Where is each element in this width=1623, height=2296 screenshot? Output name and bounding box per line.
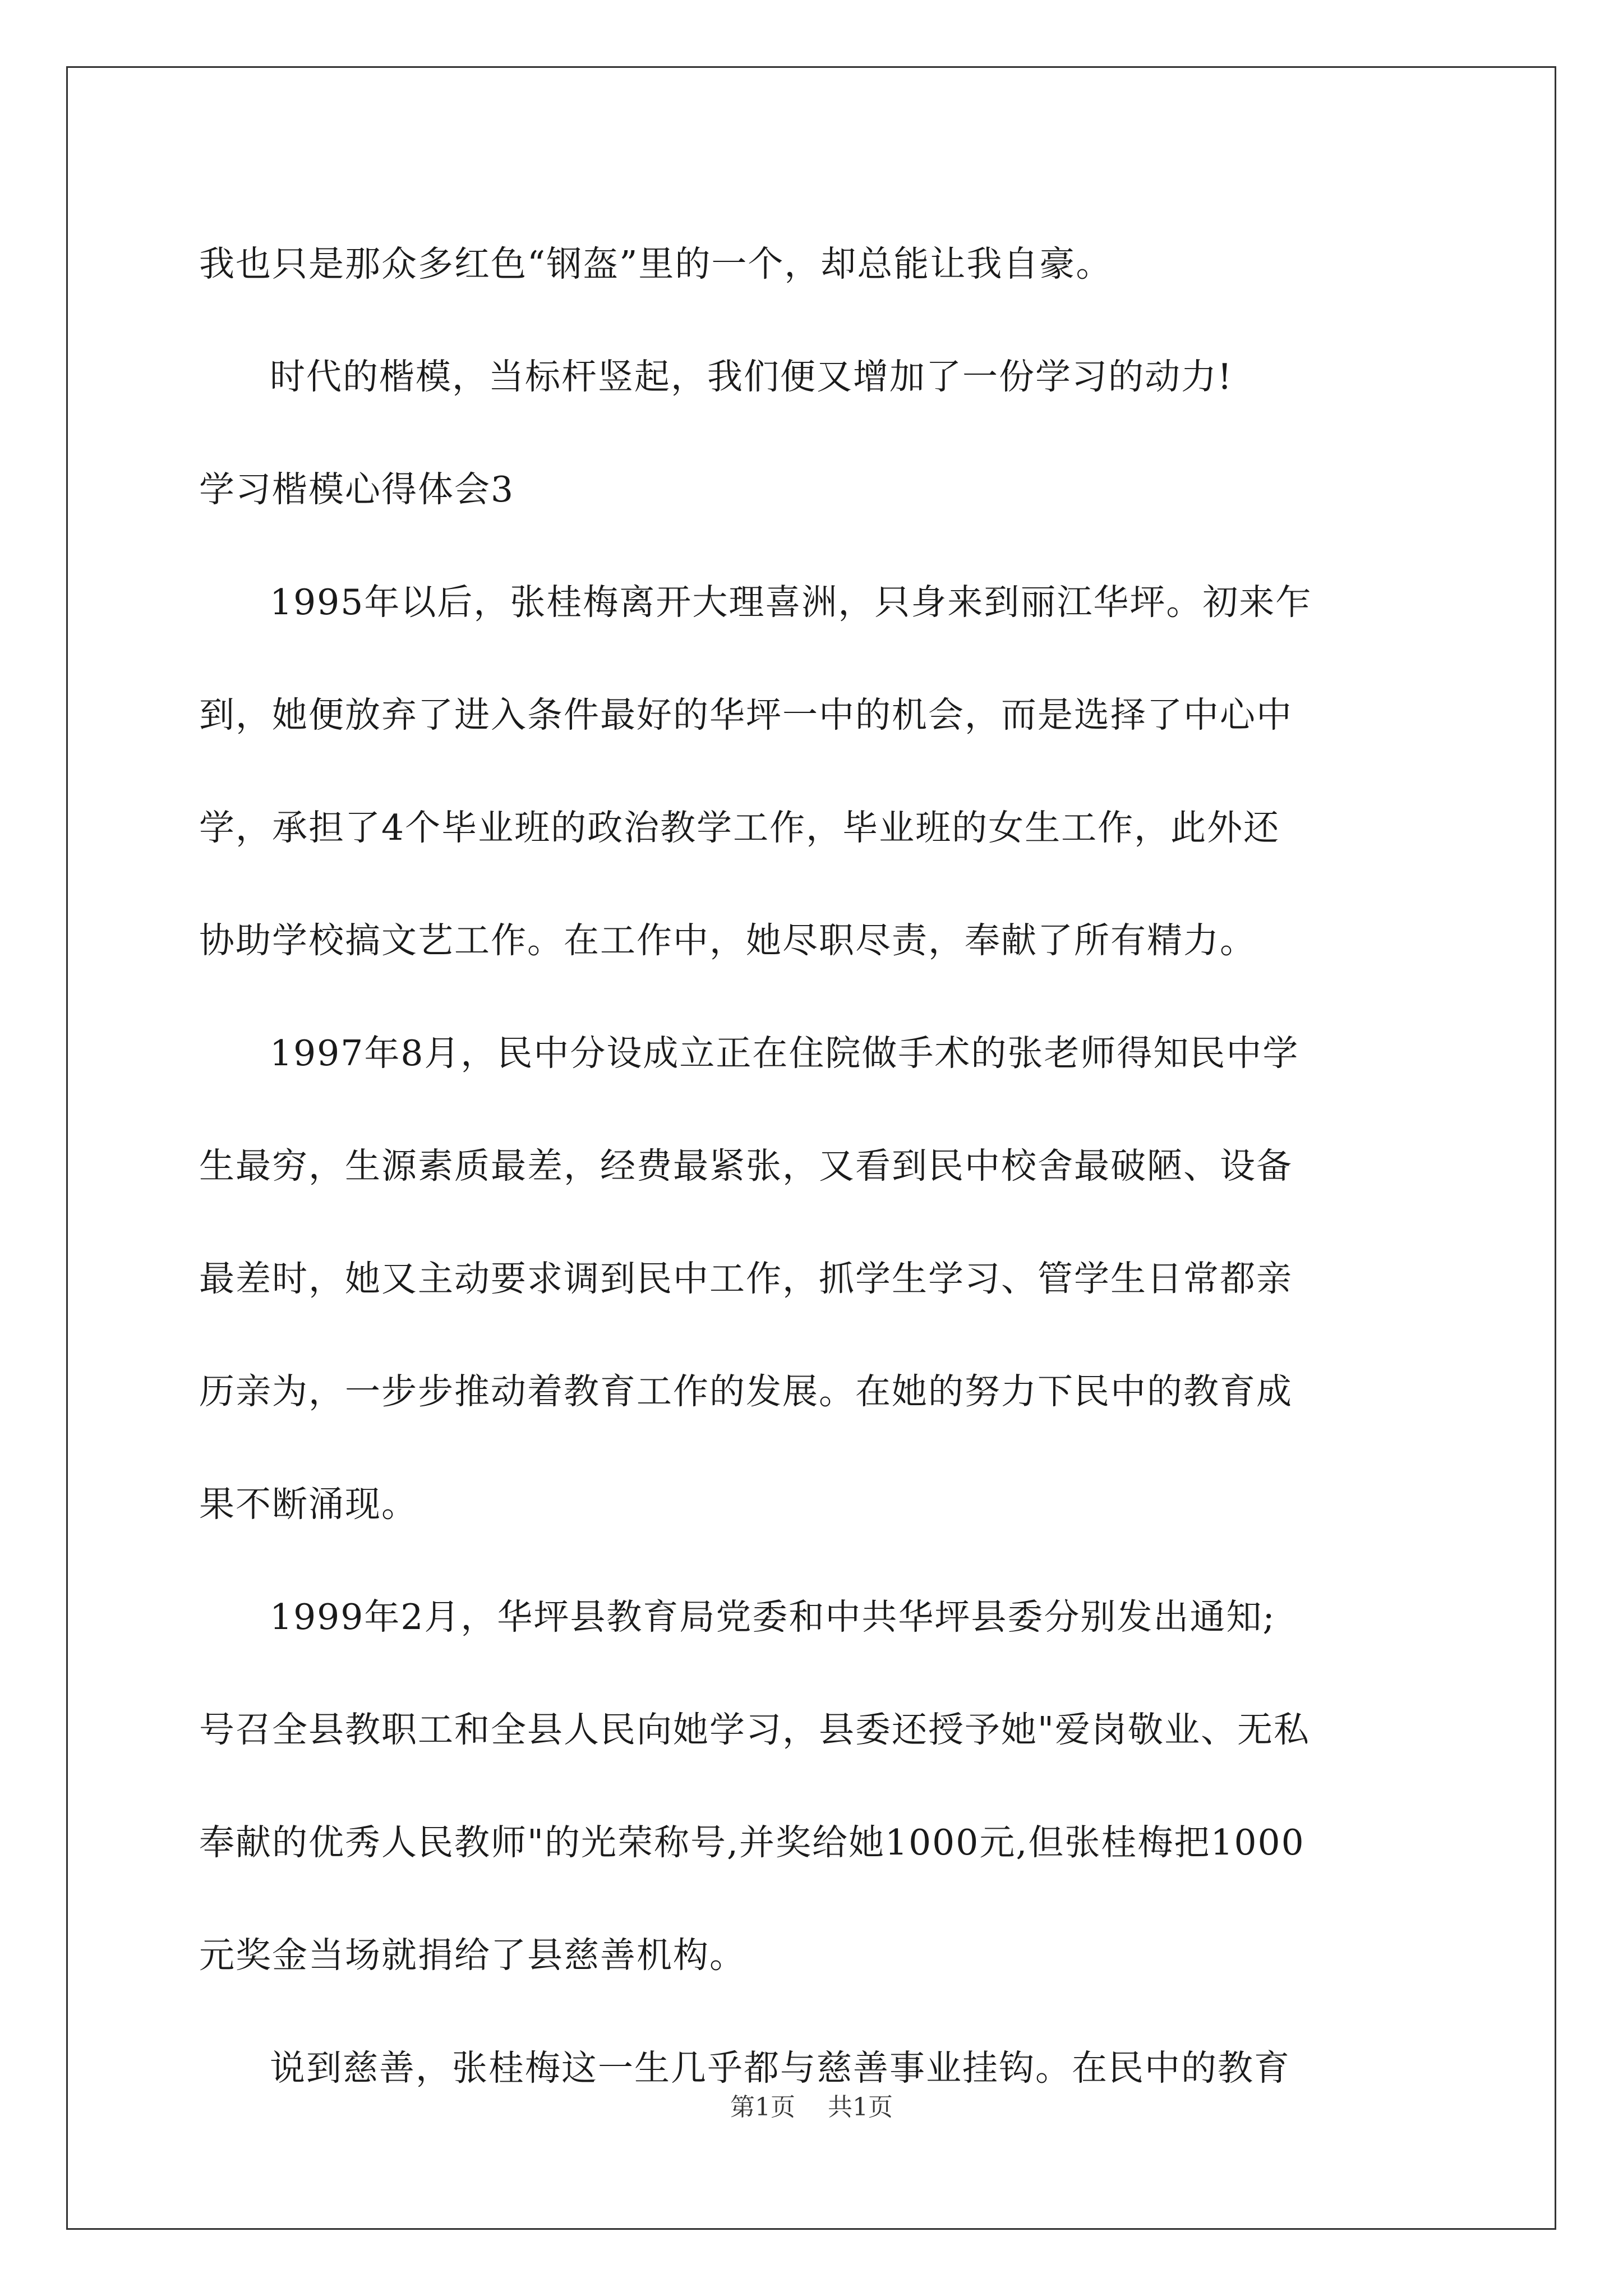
text-line: 到，她便放弃了进入条件最好的华坪一中的机会，而是选择了中心中	[199, 694, 1293, 735]
text-line: 历亲为，一步步推动着教育工作的发展。在她的努力下民中的教育成	[199, 1371, 1293, 1412]
text-line: 最差时，她又主动要求调到民中工作，抓学生学习、管学生日常都亲	[199, 1258, 1293, 1299]
section-heading: 学习楷模心得体会3	[199, 469, 515, 510]
page-number: 第1页	[730, 2093, 795, 2122]
text-line: 我也只是那众多红色“钢盔”里的一个，却总能让我自豪。	[199, 243, 1113, 284]
text-line: 1995年以后，张桂梅离开大理喜洲，只身来到丽江华坪。初来乍	[270, 582, 1312, 623]
text-line: 奉献的优秀人民教师"的光荣称号,并奖给她1000元,但张桂梅把1000	[199, 1822, 1305, 1863]
text-line: 说到慈善，张桂梅这一生几乎都与慈善事业挂钩。在民中的教育	[270, 2047, 1290, 2088]
document-body	[199, 208, 1427, 2124]
text-line: 号召全县教职工和全县人民向她学习，县委还授予她"爱岗敬业、无私	[199, 1709, 1310, 1750]
text-line: 1997年8月，民中分设成立正在住院做手术的张老师得知民中学	[270, 1033, 1299, 1074]
text-line: 果不断涌现。	[199, 1484, 418, 1525]
text-line: 元奖金当场就捐给了县慈善机构。	[199, 1935, 746, 1976]
text-line: 生最穷，生源素质最差，经费最紧张，又看到民中校舍最破陋、设备	[199, 1145, 1293, 1186]
page-footer	[0, 2087, 1623, 2123]
text-line: 学，承担了4个毕业班的政治教学工作，毕业班的女生工作，此外还	[199, 807, 1280, 848]
text-line: 协助学校搞文艺工作。在工作中，她尽职尽责，奉献了所有精力。	[199, 920, 1256, 961]
text-line: 时代的楷模，当标杆竖起，我们便又增加了一份学习的动力!	[270, 356, 1233, 397]
text-line: 1999年2月，华坪县教育局党委和中共华坪县委分别发出通知;	[270, 1596, 1276, 1637]
page-total: 共1页	[828, 2093, 893, 2122]
